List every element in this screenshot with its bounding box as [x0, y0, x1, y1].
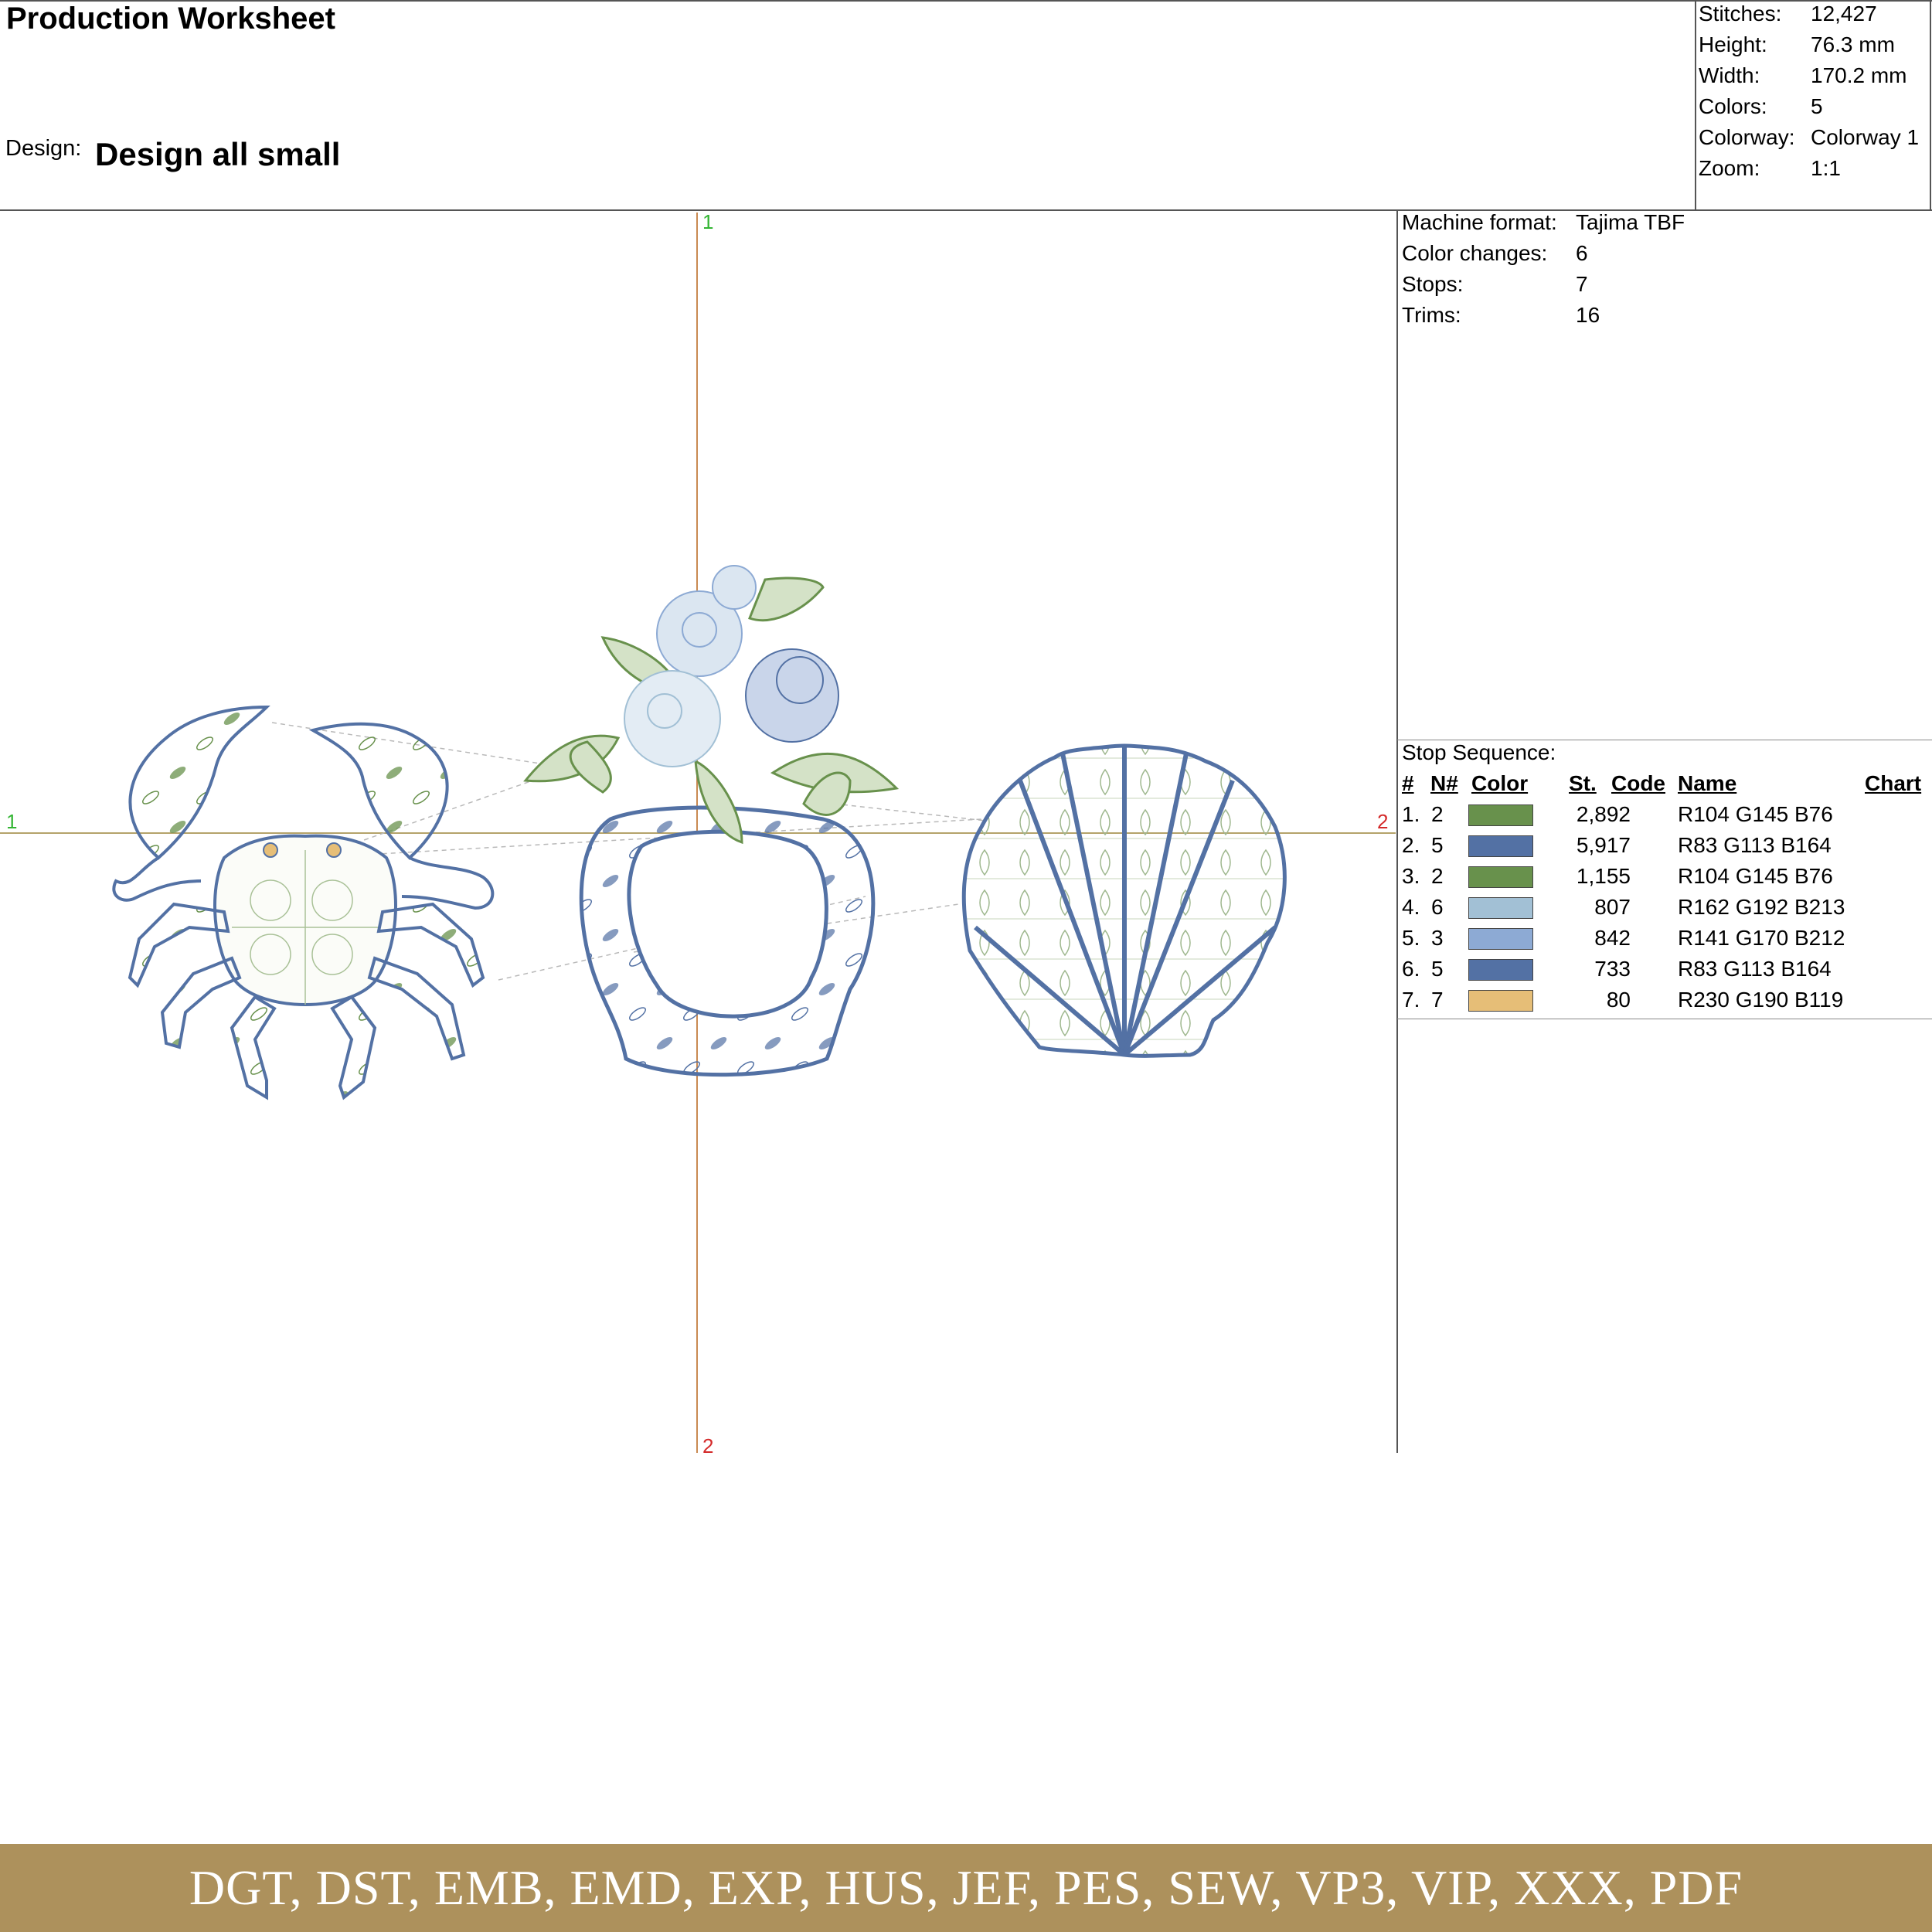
- row-name: R162 G192 B213: [1678, 895, 1845, 919]
- color-swatch: [1468, 835, 1533, 857]
- formats-banner: [0, 1844, 1932, 1932]
- stat-value: 170.2 mm: [1811, 63, 1907, 87]
- row-stitches: 5,917: [1576, 833, 1631, 857]
- machine-value: 16: [1576, 303, 1600, 327]
- axis-label-top: 1: [702, 210, 714, 233]
- col-header-needle: N#: [1430, 771, 1458, 795]
- row-needle: 5: [1431, 957, 1444, 981]
- table-row: [1402, 957, 1927, 988]
- axis-label-bottom: 2: [702, 1434, 714, 1454]
- table-row: [1402, 802, 1927, 833]
- stat-label: Height:: [1699, 32, 1767, 56]
- stat-value: Colorway 1: [1811, 125, 1920, 149]
- stat-value: 76.3 mm: [1811, 32, 1895, 56]
- design-label: Design:: [5, 136, 82, 161]
- row-stitches: 2,892: [1576, 802, 1631, 826]
- machine-value: Tajima TBF: [1576, 210, 1685, 234]
- row-needle: 2: [1431, 864, 1444, 888]
- color-swatch: [1468, 897, 1533, 919]
- stat-label: Stitches:: [1699, 2, 1782, 26]
- formats-list: DGT, DST, EMB, EMD, EXP, HUS, JEF, PES, SEW, VP3, VIP, XXX, PDF: [189, 1860, 1743, 1915]
- design-name: Design all small: [95, 136, 341, 172]
- vase-motif: [526, 566, 896, 1075]
- stat-value: 12,427: [1811, 2, 1877, 26]
- col-header-chart: Chart: [1865, 771, 1922, 795]
- row-stitches: 733: [1594, 957, 1631, 981]
- axis-label-right: 2: [1377, 810, 1389, 833]
- col-header-code: Code: [1611, 771, 1665, 795]
- color-swatch: [1468, 804, 1533, 826]
- stat-value: 1:1: [1811, 156, 1841, 180]
- row-needle: 2: [1431, 802, 1444, 826]
- machine-value: 6: [1576, 241, 1588, 265]
- row-num: 1.: [1402, 802, 1420, 826]
- row-num: 7.: [1402, 988, 1420, 1012]
- color-swatch: [1468, 866, 1533, 888]
- col-header-name: Name: [1678, 771, 1737, 795]
- row-needle: 5: [1431, 833, 1444, 857]
- frame-right: [1930, 0, 1931, 210]
- table-row: [1402, 864, 1927, 895]
- row-name: R83 G113 B164: [1678, 957, 1832, 981]
- row-needle: 6: [1431, 895, 1444, 919]
- row-name: R104 G145 B76: [1678, 802, 1833, 826]
- machine-label: Trims:: [1402, 303, 1461, 327]
- table-row: [1402, 926, 1927, 957]
- row-name: R141 G170 B212: [1678, 926, 1845, 950]
- row-stitches: 80: [1606, 988, 1631, 1012]
- table-row: [1402, 833, 1927, 864]
- stat-label: Colors:: [1699, 94, 1767, 118]
- col-header-stitches: St.: [1569, 771, 1597, 795]
- row-name: R230 G190 B119: [1678, 988, 1844, 1012]
- color-swatch: [1468, 928, 1533, 950]
- row-needle: 7: [1431, 988, 1444, 1012]
- row-num: 2.: [1402, 833, 1420, 857]
- crab-motif: [114, 707, 492, 1097]
- page-title: Production Worksheet: [6, 2, 335, 36]
- row-num: 6.: [1402, 957, 1420, 981]
- row-name: R104 G145 B76: [1678, 864, 1833, 888]
- row-num: 4.: [1402, 895, 1420, 919]
- table-row: [1402, 988, 1927, 1019]
- row-stitches: 842: [1594, 926, 1631, 950]
- color-swatch: [1468, 959, 1533, 981]
- design-canvas: [0, 210, 1396, 1454]
- col-header-num: #: [1402, 771, 1414, 795]
- row-needle: 3: [1431, 926, 1444, 950]
- row-stitches: 807: [1594, 895, 1631, 919]
- row-num: 3.: [1402, 864, 1420, 888]
- row-name: R83 G113 B164: [1678, 833, 1832, 857]
- stat-value: 5: [1811, 94, 1823, 118]
- machine-label: Stops:: [1402, 272, 1464, 296]
- stat-label: Zoom:: [1699, 156, 1760, 180]
- stat-label: Width:: [1699, 63, 1760, 87]
- color-swatch: [1468, 990, 1533, 1012]
- col-header-color: Color: [1471, 771, 1529, 795]
- row-num: 5.: [1402, 926, 1420, 950]
- stop-sequence-title: Stop Sequence:: [1402, 740, 1556, 764]
- stat-label: Colorway:: [1699, 125, 1795, 149]
- machine-value: 7: [1576, 272, 1588, 296]
- machine-label: Machine format:: [1402, 210, 1557, 234]
- row-stitches: 1,155: [1576, 864, 1631, 888]
- table-row: [1402, 895, 1927, 926]
- panel-divider: [1396, 210, 1398, 1453]
- stats-divider: [1695, 0, 1696, 210]
- shell-motif: [964, 746, 1284, 1056]
- machine-label: Color changes:: [1402, 241, 1548, 265]
- axis-label-left: 1: [6, 810, 18, 833]
